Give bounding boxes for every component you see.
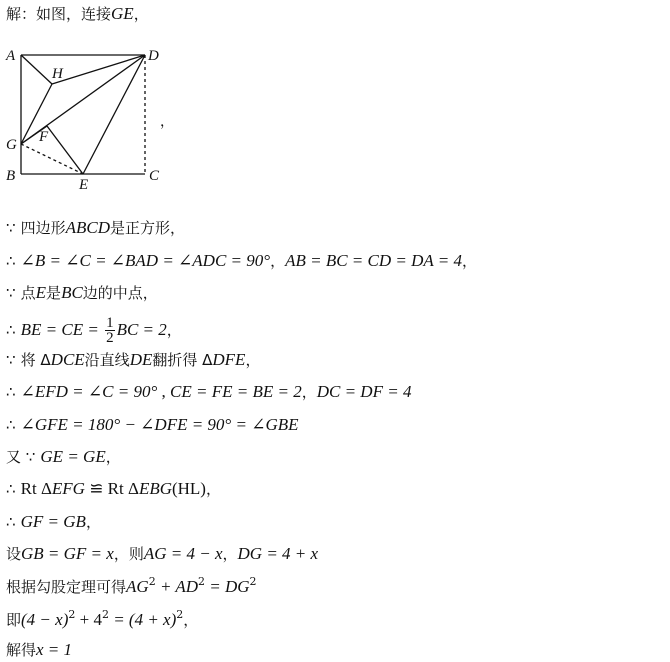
step-line: 解得x = 1 — [6, 640, 73, 659]
label-d: D — [148, 48, 159, 64]
step-line: 设GB = GF = x，则AG = 4 − x，DG = 4 + x — [6, 544, 319, 563]
label-e: E — [79, 177, 89, 193]
step-line: ∴ ∠GFE = 180° − ∠DFE = 90° = ∠GBE — [6, 415, 299, 434]
segment-ge-dashed — [21, 144, 83, 174]
step-line: ∵ 四边形ABCD是正方形， — [6, 218, 186, 237]
step-line: ∵ 将 ΔDCE沿直线DE翻折得 ΔDFE， — [6, 350, 261, 369]
segment-ed — [83, 55, 145, 174]
label-g: G — [6, 137, 17, 153]
step-line: ∴ Rt ΔEFG ≌ Rt ΔEBG(HL)， — [6, 479, 221, 498]
step-line: 根据勾股定理可得$AG^2 + AD^2 = DG^2$ — [6, 575, 257, 596]
step-line: ∴ ∠EFD = ∠C = 90° , CE = FE = BE = 2，DC = DF = 4 — [6, 382, 412, 401]
geometry-figure — [0, 38, 200, 198]
step-line: ∴ GF = GB， — [6, 512, 101, 531]
label-f: F — [39, 129, 49, 145]
segment-ah — [21, 55, 52, 84]
label-a: A — [6, 48, 16, 64]
label-b: B — [6, 168, 16, 184]
segment-hd — [52, 55, 145, 84]
label-c: C — [149, 168, 160, 184]
segment-fe — [47, 126, 83, 174]
step-line: ∴ ∠B = ∠C = ∠BAD = ∠ADC = 90°，AB = BC = CD = DA = 4， — [6, 251, 477, 270]
step-line: 又 ∵ GE = GE， — [6, 447, 121, 466]
figure-trailing-mark: ， — [160, 114, 174, 130]
step-line: ∴ BE = CE = $\frac{1}{2}$ BC = 2， — [6, 315, 182, 346]
step-line: 即$(4 - x)^2 + 4^2 = (4 + x)^2$， — [6, 608, 199, 629]
solution-header: 解：如图，连接GE， — [6, 4, 149, 23]
label-h: H — [52, 66, 63, 82]
step-line: ∵ 点E是BC边的中点， — [6, 283, 158, 302]
fraction-one-half: $\frac{1}{2}$ — [106, 315, 114, 346]
